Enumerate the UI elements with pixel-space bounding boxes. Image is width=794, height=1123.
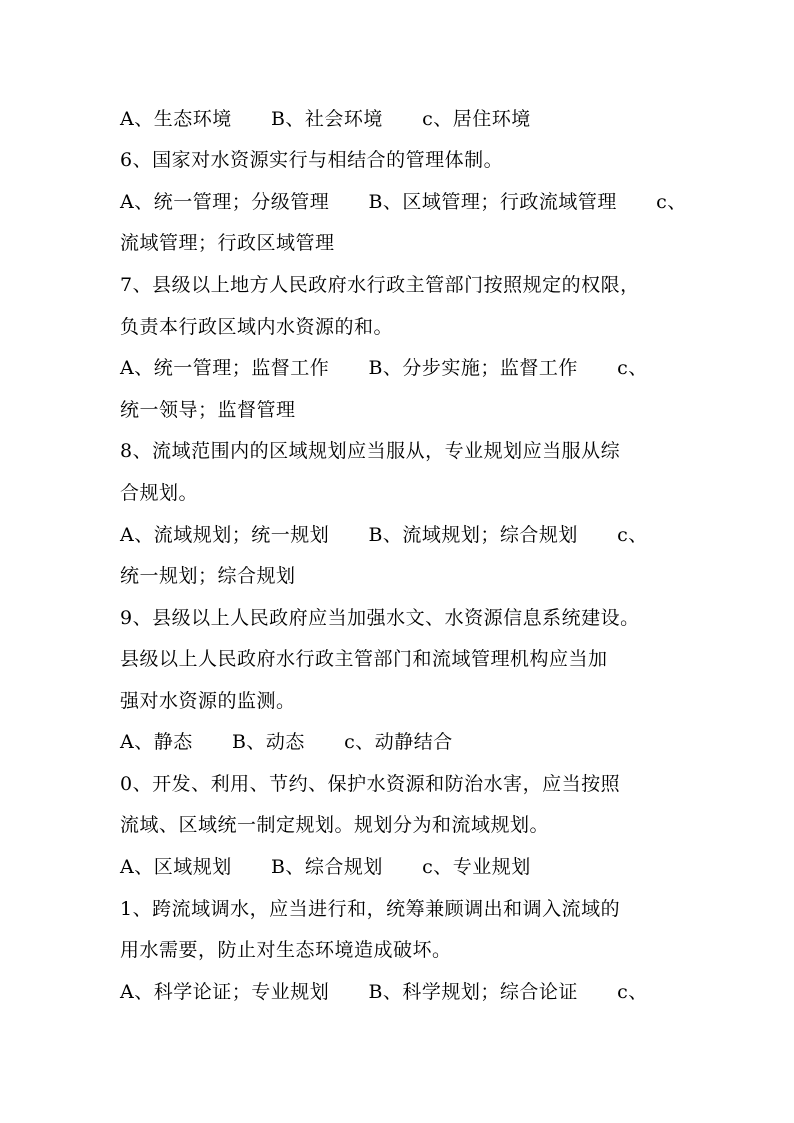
answer-options-line: 统一规划；综合规划 <box>120 565 296 587</box>
question-line: 合规划。 <box>120 482 199 504</box>
answer-options-line: 流域管理；行政区域管理 <box>120 232 335 254</box>
answer-options-line: 统一领导；监督管理 <box>120 399 296 421</box>
question-line: 用水需要，防止对生态环境造成破坏。 <box>120 939 452 961</box>
question-line: 流域、区域统一制定规划。规划分为和流域规划。 <box>120 814 550 836</box>
answer-options-line: A、生态环境 B、社会环境 c、居住环境 <box>120 108 531 130</box>
question-line: 0、开发、利用、节约、保护水资源和防治水害，应当按照 <box>120 773 621 795</box>
question-line: 负责本行政区域内水资源的和。 <box>120 316 394 338</box>
question-line: 县级以上人民政府水行政主管部门和流域管理机构应当加 <box>120 648 608 670</box>
answer-options-line: A、统一管理；监督工作 B、分步实施；监督工作 c、 <box>120 357 648 379</box>
question-line: 强对水资源的监测。 <box>120 690 296 712</box>
question-line: 6、国家对水资源实行与相结合的管理体制。 <box>120 149 504 171</box>
answer-options-line: A、静态 B、动态 c、动静结合 <box>120 731 453 753</box>
answer-options-line: A、区域规划 B、综合规划 c、专业规划 <box>120 856 531 878</box>
answer-options-line: A、科学论证；专业规划 B、科学规划；综合论证 c、 <box>120 981 648 1003</box>
question-line: 7、县级以上地方人民政府水行政主管部门按照规定的权限， <box>120 274 640 296</box>
answer-options-line: A、流域规划；统一规划 B、流域规划；综合规划 c、 <box>120 524 648 546</box>
question-line: 8、流域范围内的区域规划应当服从，专业规划应当服从综 <box>120 440 621 462</box>
answer-options-line: A、统一管理；分级管理 B、区域管理；行政流域管理 c、 <box>120 191 687 213</box>
question-line: 1、跨流域调水，应当进行和，统筹兼顾调出和调入流域的 <box>120 898 621 920</box>
question-line: 9、县级以上人民政府应当加强水文、水资源信息系统建设。 <box>120 607 640 629</box>
